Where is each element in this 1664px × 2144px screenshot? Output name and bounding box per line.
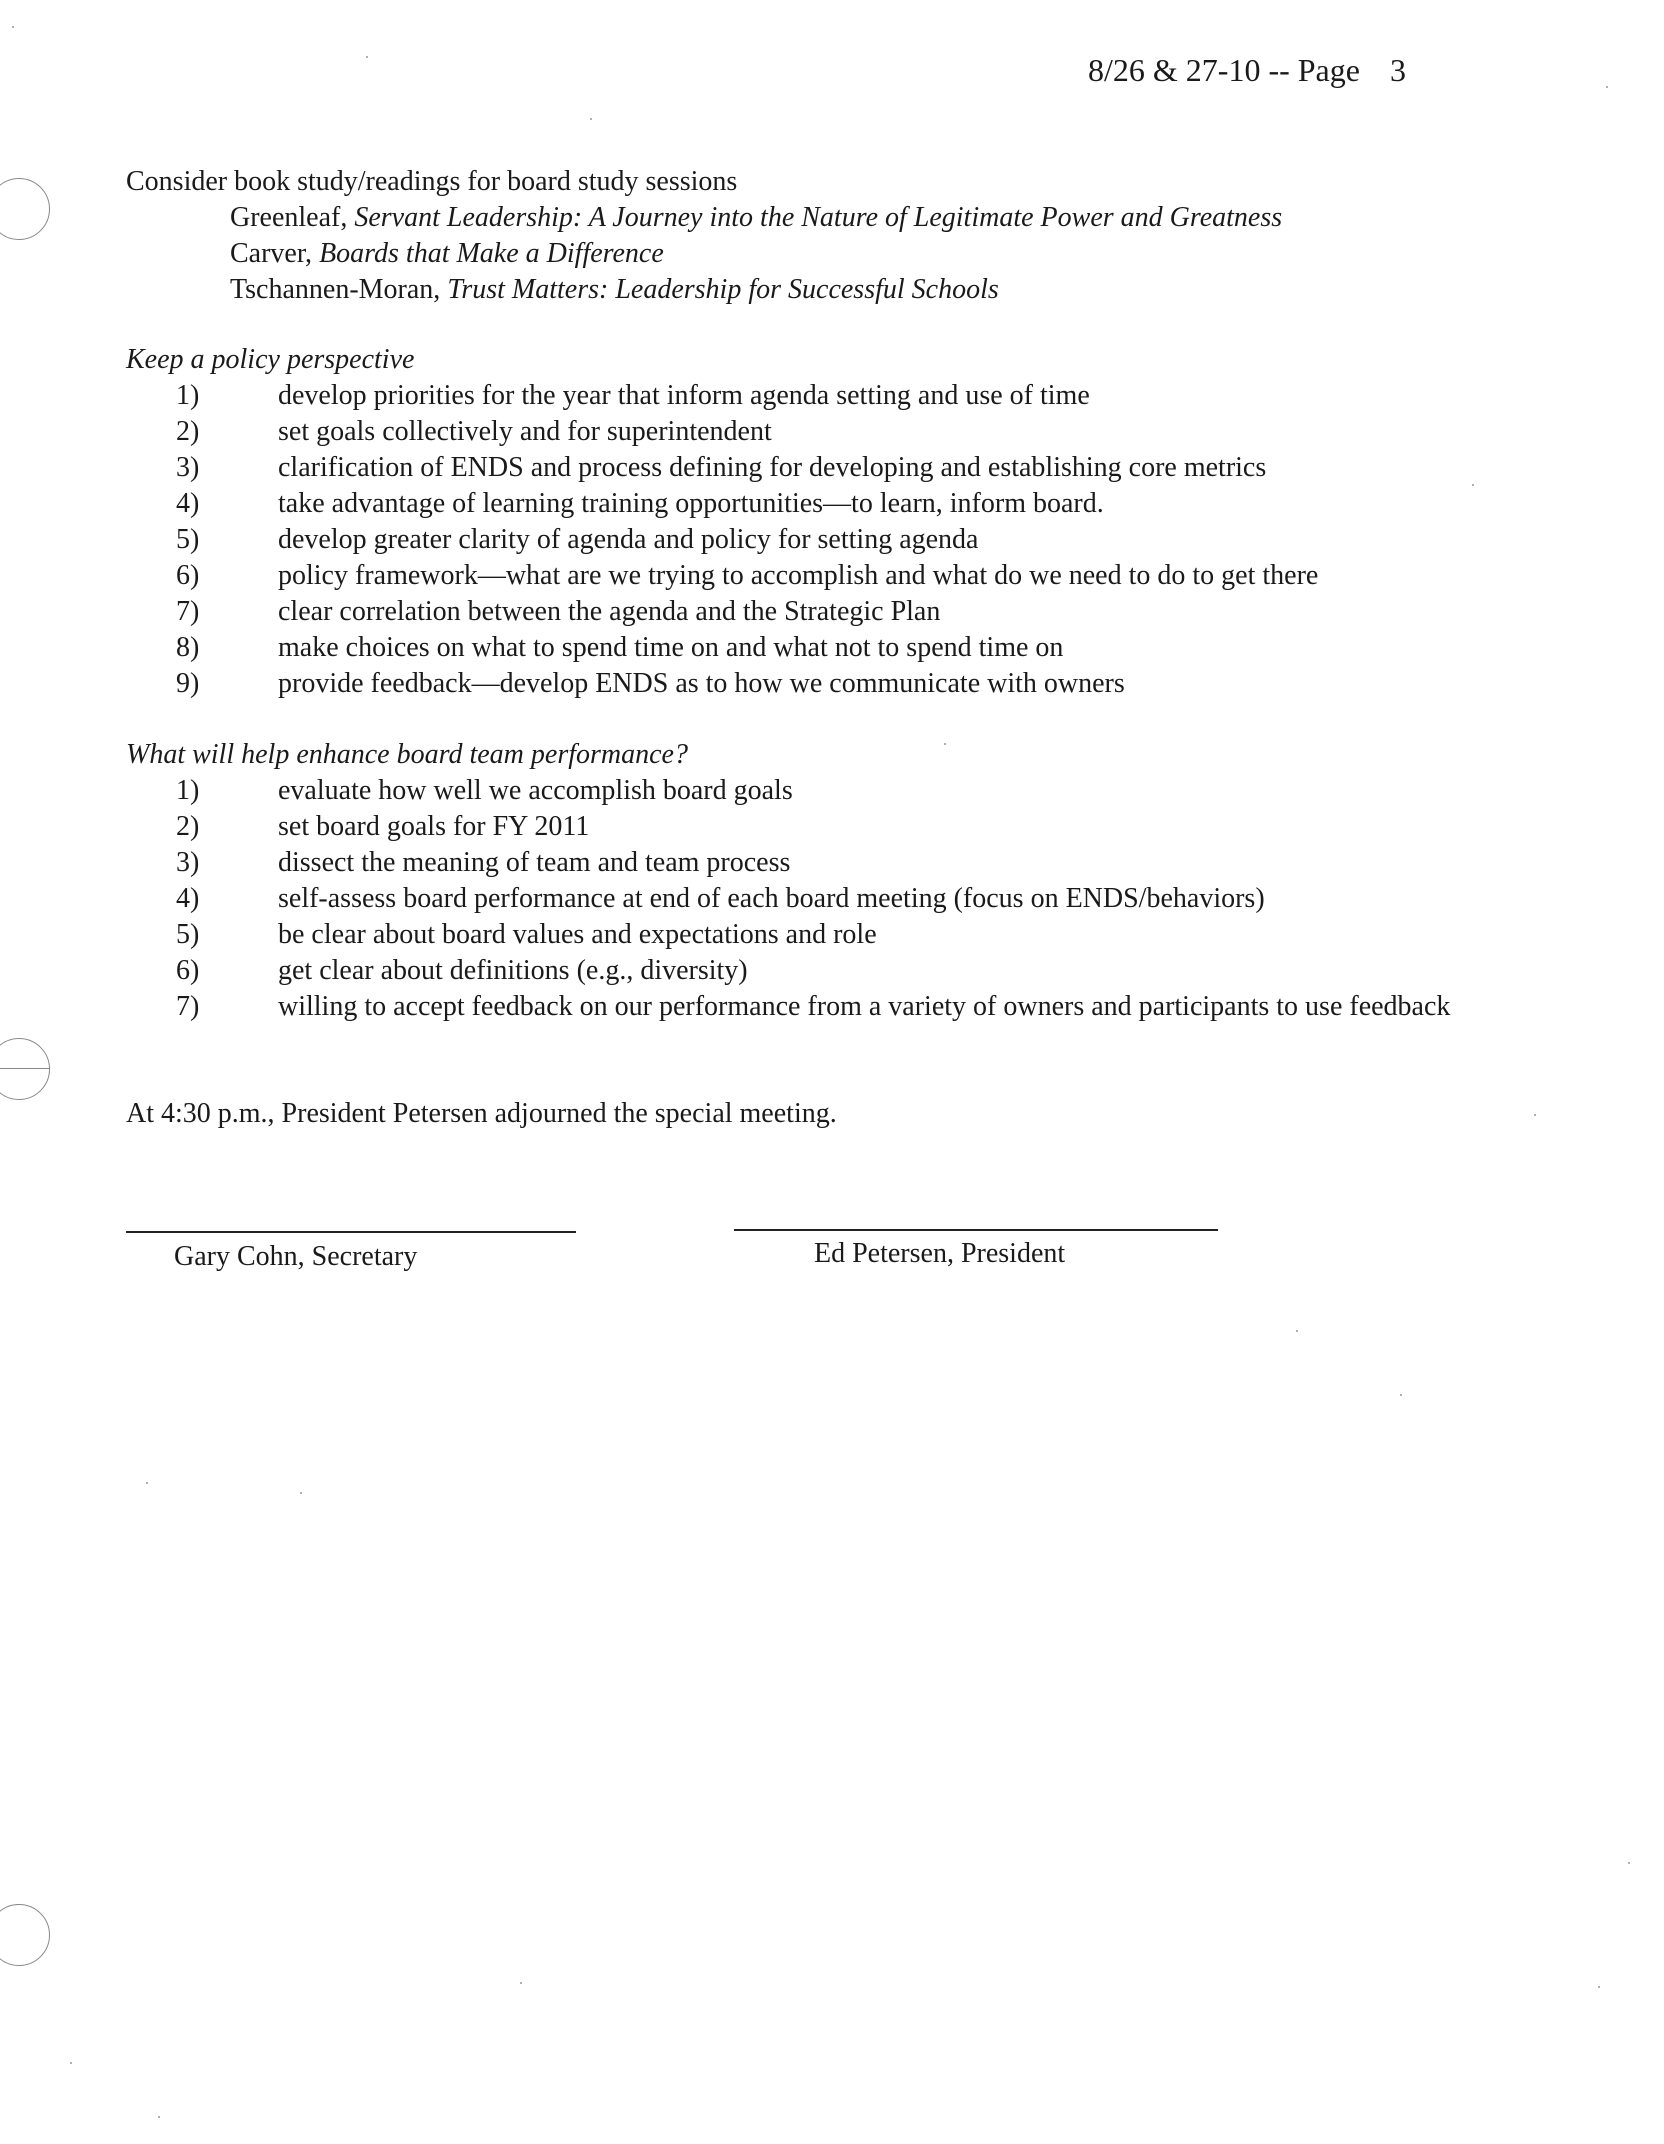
scan-speck (590, 118, 592, 120)
list-text: evaluate how well we accomplish board goals (278, 775, 793, 806)
list-item (126, 881, 1526, 917)
list-text: clarification of ENDS and process defining for developing and establishing core metrics (278, 452, 1267, 483)
list-number: 7) (176, 596, 200, 627)
signature-secretary: Gary Cohn, Secretary (174, 1241, 418, 1272)
scan-speck (146, 1482, 148, 1484)
performance-heading: What will help enhance board team performance? (126, 739, 688, 770)
scan-speck (1534, 1114, 1536, 1116)
list-number: 1) (176, 380, 200, 411)
signature-line-president (734, 1229, 1218, 1231)
list-number: 6) (176, 955, 200, 986)
list-text: clear correlation between the agenda and the Strategic Plan (278, 596, 941, 627)
list-number: 4) (176, 883, 200, 914)
list-item (126, 486, 1526, 522)
scan-speck (1472, 484, 1474, 486)
scan-speck (944, 743, 946, 745)
list-number: 4) (176, 488, 200, 519)
list-number: 7) (176, 991, 200, 1022)
page-header (1088, 52, 1406, 89)
list-number: 9) (176, 668, 200, 699)
list-item (126, 414, 1526, 450)
reading-title: Trust Matters: Leadership for Successful Schools (447, 274, 999, 305)
reading-author: Tschannen-Moran, (230, 274, 441, 305)
list-text: provide feedback—develop ENDS as to how we communicate with owners (278, 668, 1125, 699)
reading-item (126, 236, 1526, 272)
list-text: develop priorities for the year that inform agenda setting and use of time (278, 380, 1090, 411)
punch-hole-top (0, 178, 50, 240)
policy-section (126, 342, 1526, 702)
policy-heading: Keep a policy perspective (126, 344, 415, 375)
punch-hole-middle (0, 1038, 50, 1100)
scan-speck (1628, 1862, 1630, 1864)
header-page-number: 3 (1389, 52, 1406, 88)
header-date: 8/26 & 27-10 -- Page (1088, 52, 1360, 88)
list-number: 3) (176, 452, 200, 483)
list-number: 1) (176, 775, 200, 806)
list-item (126, 989, 1526, 1025)
list-item (126, 450, 1526, 486)
list-number: 2) (176, 416, 200, 447)
list-number: 5) (176, 919, 200, 950)
list-number: 3) (176, 847, 200, 878)
reading-item (126, 272, 1526, 308)
list-item (126, 594, 1526, 630)
list-item (126, 809, 1526, 845)
scan-speck (1296, 1330, 1298, 1332)
scan-speck (300, 1492, 302, 1494)
list-item (126, 953, 1526, 989)
list-text: set goals collectively and for superintendent (278, 416, 772, 447)
list-text: policy framework—what are we trying to accomplish and what do we need to do to get there (278, 560, 1319, 591)
scan-speck (1400, 1394, 1402, 1396)
list-item (126, 845, 1526, 881)
list-text: dissect the meaning of team and team process (278, 847, 791, 878)
list-item (126, 773, 1526, 809)
list-number: 6) (176, 560, 200, 591)
closing-section (126, 1096, 1526, 1132)
readings-intro: Consider book study/readings for board study sessions (126, 166, 738, 197)
list-number: 2) (176, 811, 200, 842)
list-text: self-assess board performance at end of each board meeting (focus on ENDS/behaviors) (278, 883, 1265, 914)
list-text: be clear about board values and expectations and role (278, 919, 877, 950)
list-item (126, 558, 1526, 594)
list-text: take advantage of learning training opportunities—to learn, inform board. (278, 488, 1104, 519)
reading-title: Servant Leadership: A Journey into the Nature of Legitimate Power and Greatness (354, 202, 1283, 233)
punch-hole-bottom (0, 1904, 50, 1966)
scan-speck (70, 2062, 72, 2064)
list-item (126, 378, 1526, 414)
list-item (126, 917, 1526, 953)
list-item (126, 666, 1526, 702)
reading-author: Carver, (230, 238, 313, 269)
signature-president: Ed Petersen, President (814, 1238, 1066, 1269)
performance-section (126, 737, 1526, 1025)
scan-speck (1606, 86, 1608, 88)
adjourn-statement: At 4:30 p.m., President Petersen adjourned the special meeting. (126, 1098, 837, 1129)
list-text: make choices on what to spend time on and what not to spend time on (278, 632, 1064, 663)
readings-section (126, 164, 1526, 308)
list-text: get clear about definitions (e.g., diversity) (278, 955, 748, 986)
reading-author: Greenleaf, (230, 202, 348, 233)
list-text: willing to accept feedback on our performance from a variety of owners and participants to use feedback (278, 991, 1451, 1022)
scan-speck (520, 1982, 522, 1984)
list-item (126, 522, 1526, 558)
reading-item (126, 200, 1526, 236)
list-number: 5) (176, 524, 200, 555)
list-text: set board goals for FY 2011 (278, 811, 590, 842)
list-text: develop greater clarity of agenda and policy for setting agenda (278, 524, 979, 555)
list-item (126, 630, 1526, 666)
scan-speck (12, 26, 14, 28)
scan-speck (158, 2116, 160, 2118)
scan-speck (366, 56, 368, 58)
scan-speck (1598, 1986, 1600, 1988)
reading-title: Boards that Make a Difference (319, 238, 664, 269)
list-number: 8) (176, 632, 200, 663)
signature-line-secretary (126, 1231, 576, 1233)
